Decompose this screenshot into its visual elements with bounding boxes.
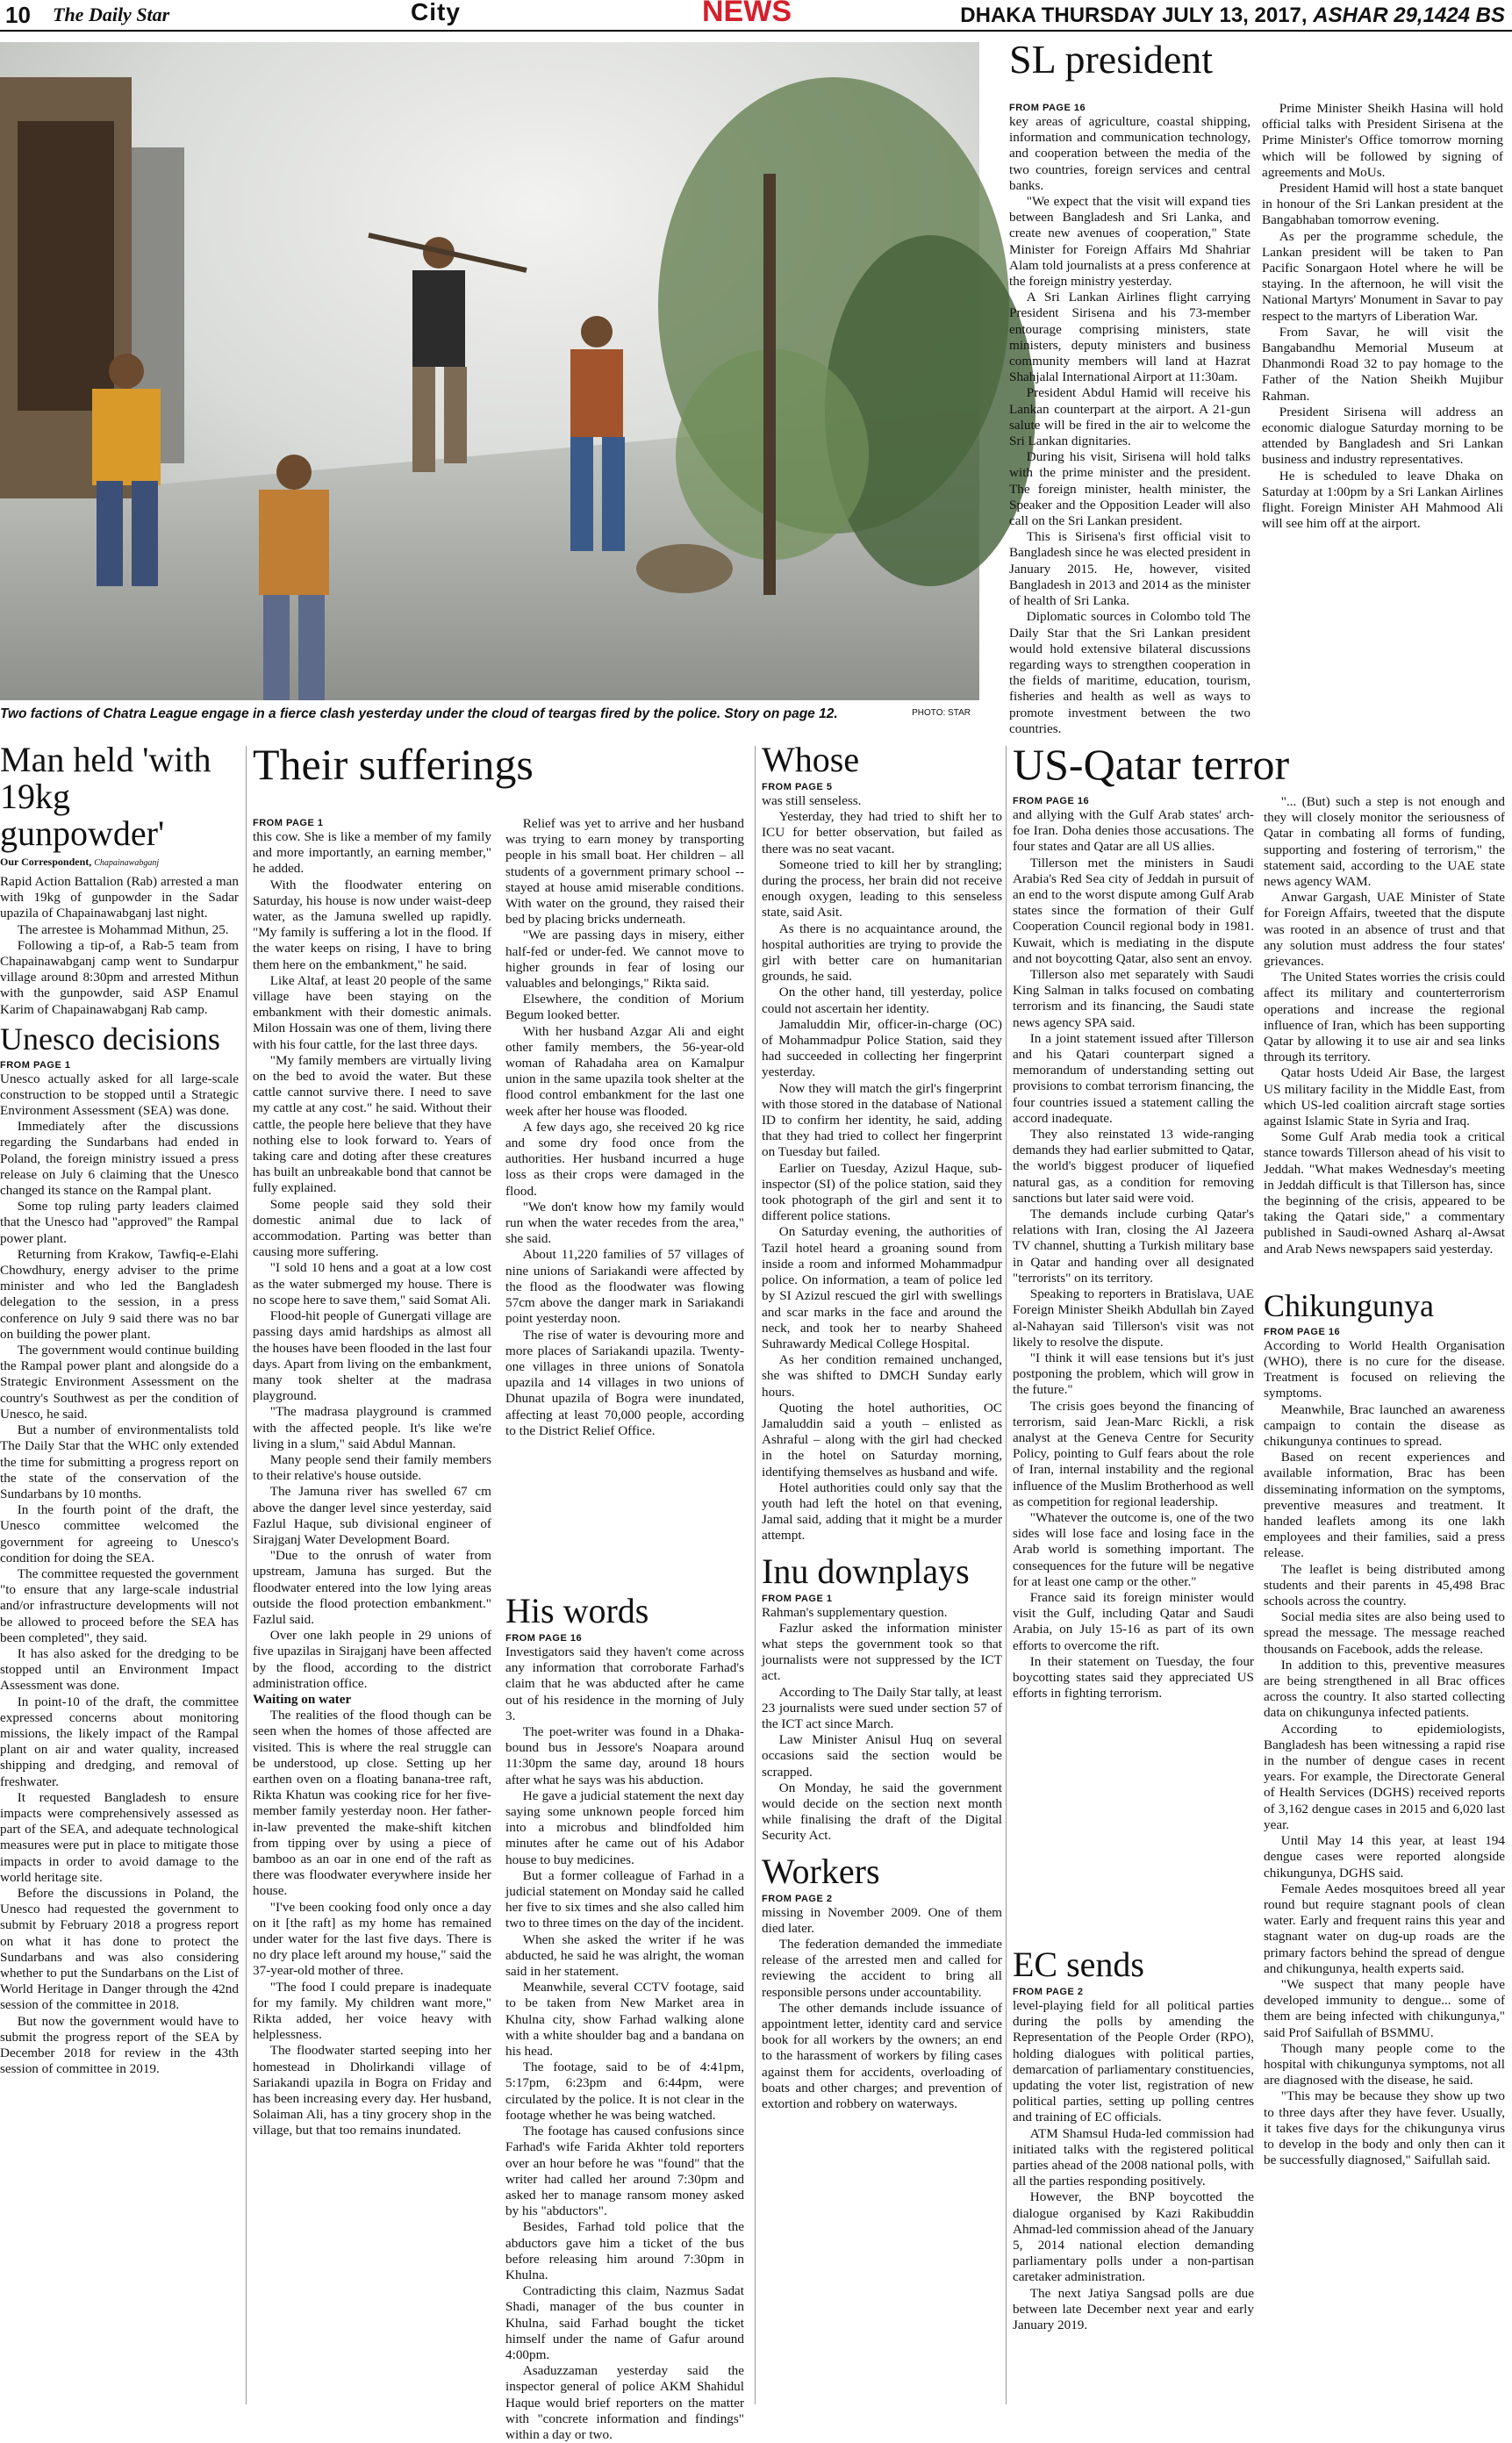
- paragraph: The demands include curbing Qatar's relations with Iran, closing the Al Jazeera TV channel, shutting a Turkish military base in Qatar and handing over all designated "terrorists" on its territory.: [1013, 1207, 1254, 1286]
- paragraph: Returning from Krakow, Tawfiq-e-Elahi Chowdhury, energy adviser to the prime minister and who led the Bangladesh delegation to the session, in a press conference on July 9 said there was no bar on building the power plant.: [0, 1246, 239, 1342]
- paragraph: During his visit, Sirisena will hold talks with the prime minister and the president. The foreign minister, health minister, the Speaker and the Opposition Leader will also call on the Sri Lankan president.: [1009, 449, 1250, 529]
- paragraph: "We are passing days in misery, either half-fed or under-fed. We cannot move to higher grounds in fear of losing our valuables and belongings," Rikta said.: [505, 928, 744, 992]
- article-chikungunya: [1264, 1290, 1505, 2409]
- paragraph: Some people said they sold their domestic animal due to lack of accommodation. Parting was better than causing more suffering.: [253, 1196, 491, 1260]
- paragraph: ATM Shamsul Huda-led commission had initiated talks with the registered political parties ahead of the 2008 national polls, with all the parties responding positively.: [1013, 2125, 1254, 2189]
- paragraph: Yesterday, they had tried to shift her to ICU for better observation, but failed as there was no seat vacant.: [762, 809, 1002, 856]
- paragraph: Flood-hit people of Gunergati village are passing days amid hardships as almost all the houses have been flooded in the last four days. Apart from living on the embankment, many took shelter at the madrasa playground.: [253, 1308, 491, 1404]
- section-name: City: [411, 0, 461, 25]
- paragraph: Relief was yet to arrive and her husband was trying to earn money by transporting people in his small boat. Her children – all students of a government primary school -- stayed at house amid miserable conditions. With water on the ground, they raised their bed by placing bricks underneath.: [505, 816, 744, 928]
- paragraph: From Savar, he will visit the Bangabandhu Memorial Museum at Dhanmondi Road 32 to pay homage to the Father of the Nation Sheikh Mujibur Rahman.: [1262, 324, 1503, 404]
- category-label: NEWS: [702, 0, 792, 28]
- paragraph: Someone tried to kill her by strangling; during the process, her brain did not receive enough oxygen, leading to this senseless state, said Asit.: [762, 856, 1002, 921]
- paragraph: But now the government would have to submit the progress report of the SEA by December 2018 for review in the 43th session of committee in 2019.: [0, 2013, 239, 2077]
- paragraph: Fazlur asked the information minister what steps the government took so that journalists were not suppressed by the ICT act.: [762, 1620, 1002, 1684]
- jump-label: FROM PAGE 1: [253, 818, 324, 828]
- paragraph: missing in November 2009. One of them died later.: [762, 1904, 1002, 1936]
- paragraph: Elsewhere, the condition of Morium Begum looked better.: [505, 992, 744, 1023]
- paragraph: Based on recent experiences and available information, Brac has been disseminating information on the symptoms, preventive measures and treatment. It handed leaflets among its one lakh employees and their families, said a press release.: [1264, 1450, 1505, 1561]
- article-us-qatar-col1: [1013, 794, 1254, 1944]
- article-whose: [762, 741, 1002, 2409]
- jump-label: FROM PAGE 16: [505, 1633, 583, 1644]
- column-divider: [1006, 746, 1007, 2404]
- article-sufferings-col2: [505, 816, 744, 1588]
- jump-label: FROM PAGE 1: [0, 1059, 71, 1071]
- page-number: 10: [5, 2, 31, 28]
- article-sufferings-col1: [253, 816, 491, 2409]
- paragraph: Contradicting this claim, Nazmus Sadat Shadi, manager of the bus counter in Khulna, said Farhad bought the ticket himself under the name of Gafur around 4:00pm.: [505, 2283, 744, 2362]
- photo-caption: Two factions of Chatra League engage in a fierce clash yesterday under the cloud of teargas fired by the police. Story on page 12. PHOTO: STAR: [0, 706, 971, 721]
- paragraph: Following a tip-of, a Rab-5 team from Chapainawabganj camp went to Sundarpur village around 8:30pm and arrested Mithun with the gunpowder, said ASP Enamul Karim of Chapainawabganj Rab camp.: [0, 937, 239, 1017]
- paragraph: In the fourth point of the draft, the Unesco committee welcomed the government for agreeing to Unesco's condition for doing the SEA.: [0, 1502, 239, 1565]
- paragraph: Immediately after the discussions regarding the Sundarbans had ended in Poland, the foreign ministry issued a press release on July 6 claiming that the Unesco changed its stance on the Rampal plant.: [0, 1119, 239, 1199]
- paragraph: It requested Bangladesh to ensure impacts were comprehensively assessed as part of the SEA, and adequate technological measures were put in place to mitigate those impacts in order to avoid damage to the world heritage site.: [0, 1789, 239, 1885]
- paragraph: Over one lakh people in 29 unions of five upazilas in Sirajganj have been affected by the flood, according to the district administration office.: [253, 1628, 491, 1691]
- paragraph: President Hamid will host a state banquet in honour of the Sri Lankan president at the Bangabhaban tomorrow evening.: [1262, 181, 1503, 228]
- news-photo: [0, 42, 979, 700]
- paragraph: Jamaluddin Mir, officer-in-charge (OC) of Mohammadpur Police Station, said they had succeeded in collecting her fingerprint yesterday.: [762, 1016, 1002, 1080]
- paragraph: But a former colleague of Farhad in a judicial statement on Monday said he called her five to six times and she also called him two to three times on the day of the incident.: [505, 1867, 744, 1931]
- byline: Our Correspondent, Chapainawabganj: [0, 856, 160, 868]
- paragraph: Quoting the hotel authorities, OC Jamaluddin said a youth – enlisted as Ashraful – along with the girl had checked in the hotel on Saturday morning, identifying themselves as husband and wife.: [762, 1400, 1002, 1479]
- paragraph: As per the programme schedule, the Lankan president will be taken to Pan Pacific Sonargaon Hotel where he will be staying. In the afternoon, he will visit the National Martyrs' Monument in Savar to pay respect to the martyrs of Liberation War.: [1262, 228, 1503, 324]
- paragraph: Meanwhile, several CCTV footage, said to be taken from New Market area in Khulna city, show Farhad walking alone with a white shoulder bag and a bandana on his head.: [505, 1980, 744, 2060]
- column-divider: [755, 746, 756, 2404]
- headline-his-words: His words: [505, 1591, 649, 1630]
- paragraph: Rahman's supplementary question.: [762, 1604, 948, 1620]
- jump-label: FROM PAGE 2: [1013, 1987, 1084, 1997]
- paragraph: "Due to the onrush of water from upstream, Jamuna has surged. But the floodwater entered into the low lying areas outside the flood protection embankment." Fazlul said.: [253, 1548, 491, 1627]
- paragraph: Social media sites are also being used to spread the message. The message reached thousands on Facebook, adds the release.: [1264, 1609, 1505, 1657]
- paragraph: "My family members are virtually living on the bed to avoid the water. But these cattle cannot survive there. I need to save my cattle at any cost." he said. Without their cattle, the people here believe that they have nothing else to look forward to. Years of taking care and doting after these creatures has built an unbreakable bond that cannot be fully explained.: [253, 1052, 491, 1196]
- paragraph: The arrestee is Mohammad Mithun, 25.: [17, 921, 229, 937]
- photo-credit: PHOTO: STAR: [912, 708, 971, 718]
- headline-unesco: Unesco decisions: [0, 1021, 220, 1057]
- paragraph: The floodwater started seeping into her homestead in Dholirkandi village of Sariakandi upazila in Bogra on Friday and has been increasing every day. Her husband, Solaiman Ali, has a tiny grocery shop in the village, but that too remains inundated.: [253, 2043, 491, 2139]
- article-man-held: [0, 741, 239, 2409]
- paragraph: "The madrasa playground is crammed with the affected people. It's like we're living in a slum," said Abdul Mannan.: [253, 1404, 491, 1451]
- paragraph: According to epidemiologists, Bangladesh has been witnessing a rapid rise in the number of dengue cases in recent years. For example, the Directorate General of Health Services (DGHS) received reports of 3,162 dengue cases in 2015 and 6,020 last year.: [1264, 1721, 1505, 1832]
- paragraph: With the floodwater entering on Saturday, his house is now under waist-deep water, as the Jamuna swelled up rapidly. "My family is suffering a lot in the flood. If the water keeps on rising, I have to bring them here on the embankment," he said.: [253, 877, 491, 972]
- paragraph: As there is no acquaintance around, the hospital authorities are trying to provide the girl with better care on humanitarian grounds, he said.: [762, 921, 1002, 985]
- headline-us-qatar: US-Qatar terror: [1013, 740, 1290, 789]
- paragraph: key areas of agriculture, coastal shipping, information and communication technology, and cooperation between the media of the two countries, foreign services and central banks.: [1009, 114, 1250, 193]
- paragraph: Investigators said they haven't come across any information that corroborate Farhad's claim that he was abducted after he came out of his residence in the morning of July 3.: [505, 1644, 744, 1723]
- paragraph: A few days ago, she received 20 kg rice and some dry food once from the authorities. Her husband incurred a huge loss as their crops were damaged in the flood.: [505, 1119, 744, 1199]
- paragraph: Tillerson also met separately with Saudi King Salman in talks focused on combating terrorism and its financing, the Saudi state news agency SPA said.: [1013, 967, 1254, 1030]
- subheading: Waiting on water: [253, 1691, 352, 1707]
- paragraph: Asaduzzaman yesterday said the inspector general of police AKM Shahidul Haque would brief reporters on the matter with "concrete information and findings" within a day or two.: [505, 2363, 744, 2442]
- jump-label: FROM PAGE 16: [1013, 796, 1090, 806]
- headline-sufferings-wrap: [253, 741, 744, 792]
- paragraph: Until May 14 this year, at least 194 dengue cases were reported alongside chikungunya, DGHS said.: [1264, 1833, 1505, 1881]
- paragraph: As her condition remained unchanged, she was shifted to DMCH Sunday early hours.: [762, 1352, 1002, 1400]
- column-divider: [246, 746, 247, 2404]
- paragraph: Some top ruling party leaders claimed that the Unesco had "approved" the Rampal power plant.: [0, 1199, 239, 1246]
- paragraph: Tillerson met the ministers in Saudi Arabia's Red Sea city of Jeddah in pursuit of an end to the worst dispute among Gulf Arab states since the formation of their Gulf Cooperation Council regional body in 1981. Kuwait, which is mediating in the dispute and not boycotting Qatar, also sent an envoy.: [1013, 855, 1254, 966]
- paragraph: In point-10 of the draft, the committee expressed concerns about monitoring missions, the likely impact of the Rampal plant on air and water quality, increased shipping and dredging, and removal of freshwater.: [0, 1694, 239, 1789]
- paragraph: The government would continue building the Rampal power plant and alongside do a Strategic Environment Assessment on the country's Southwest as per the condition of Unesco, he said.: [0, 1343, 239, 1422]
- paragraph: About 11,220 families of 57 villages of nine unions of Sariakandi were affected by the flood as the floodwater was flowing 57cm above the danger mark in Sariakandi point yesterday noon.: [505, 1247, 744, 1327]
- paragraph: "The food I could prepare is inadequate for my family. My children want more," Rikta added, her voice heavy with helplessness.: [253, 1979, 491, 2043]
- paragraph: In their statement on Tuesday, the four boycotting states said they appreciated US efforts in fighting terrorism.: [1013, 1653, 1254, 1702]
- jump-label: FROM PAGE 16: [1264, 1326, 1341, 1337]
- headline-sl-president-wrap: [1009, 39, 1503, 84]
- paragraph: Unesco actually asked for all large-scale construction to be stopped until a Strategic Environment Assessment (SEA) was done.: [0, 1071, 239, 1119]
- paragraph: President Abdul Hamid will receive his Lankan counterpart at the airport. A 21-gun salute will be fired in the air to welcome the Sri Lankan dignitaries.: [1009, 385, 1250, 449]
- paragraph: Hotel authorities could only say that the youth had left the hotel on that evening, Jamal said, adding that it might be a murder attempt.: [762, 1479, 1002, 1544]
- paragraph: Like Altaf, at least 20 people of the same village have been staying on the embankment with their domestic animals. Milon Hossain was one of them, living there with his four cattle, for the last three days.: [253, 972, 491, 1052]
- headline-whose: Whose: [762, 740, 860, 779]
- paragraph: "We expect that the visit will expand ties between Bangladesh and Sri Lanka, and create new avenues of cooperation," State Minister for Foreign Affairs Md Shahriar Alam told journalists at a press conference at the foreign ministry yesterday.: [1009, 194, 1250, 290]
- paragraph: In a joint statement issued after Tillerson and his Qatari counterpart signed a memorandum of understanding setting out provisions to combat terrorism financing, the four countries issued a statement calling the accord inadequate.: [1013, 1030, 1254, 1126]
- paragraph: "I've been cooking food only once a day on it [the raft] as my home has remained under water for the last five days. There is no dry place left around my house," said the 37-year-old mother of three.: [253, 1899, 491, 1979]
- paragraph: Before the discussions in Poland, the Unesco had requested the government to submit by February 2018 a progress report on what it has done to protect the Sundarbans and was also considering whether to put the Sundarbans on the List of World Heritage in Danger through the 42nd session of the committee in 2018.: [0, 1885, 239, 2013]
- paragraph: The leaflet is being distributed among students and their parents in 45,498 Brac schools across the country.: [1264, 1561, 1505, 1609]
- paragraph: France said its foreign minister would visit the Gulf, including Qatar and Saudi Arabia, on July 15-16 as part of its own efforts to overcome the rift.: [1013, 1589, 1254, 1653]
- paragraph: this cow. She is like a member of my family and more importantly, an earning member," he added.: [253, 829, 491, 877]
- paragraph: In addition to this, preventive measures are being strengthened in all Brac offices across the country. It also started collecting data on chikungunya infected patients.: [1264, 1657, 1505, 1721]
- paragraph: With her husband Azgar Ali and eight other family members, the 56-year-old woman of Rahadaha area on Kamalpur union in the same upazila took shelter at the flood control embankment for the last one week after her house was flooded.: [505, 1023, 744, 1119]
- jump-label: FROM PAGE 2: [762, 1893, 833, 1904]
- paragraph: The federation demanded the immediate release of the arrested men and called for reviewing the accident to bring all responsible persons under accountability.: [762, 1937, 1002, 2000]
- paragraph: On Monday, he said the government would decide on the section next month while finalising the draft of the Digital Security Act.: [762, 1780, 1002, 1844]
- paragraph: and allying with the Gulf Arab states' arch-foe Iran. Doha denies those accusations. The four states and Qatar are all US allies.: [1013, 807, 1254, 855]
- paragraph: Law Minister Anisul Huq on several occasions said the section would be scrapped.: [762, 1732, 1002, 1780]
- paragraph: Qatar hosts Udeid Air Base, the largest US military facility in the Middle East, from which US-led coalition aircraft stage sorties against Islamic State in Syria and Iraq.: [1264, 1065, 1505, 1129]
- paragraph: The realities of the flood though can be seen when the homes of those affected are visited. This is where the real struggle can be understood, up close. Setting up her earthen oven on a floating banana-tree raft, Rikta Khatun was cooking rice for her five-member family yesterday noon. Her father-in-law prevented the make-shift kitchen from tipping over by using a piece of bamboo as an oar in one end of the raft as there was floodwater everywhere inside her house.: [253, 1708, 491, 1899]
- paragraph: According to World Health Organisation (WHO), there is no cure for the disease. Treatment is focused on relieving the symptoms.: [1264, 1337, 1505, 1401]
- paragraph: However, the BNP boycotted the dialogue organised by Kazi Rakibuddin Ahmad-led commission ahead of the January 5, 2014 national election demanding parliamentary polls under a non-partisan caretaker administration.: [1013, 2189, 1254, 2285]
- headline-sufferings: Their sufferings: [253, 740, 534, 789]
- paragraph: Rapid Action Battalion (Rab) arrested a man with 19kg of gunpowder in the Sadar upazila of Chapainawabganj last night.: [0, 874, 239, 921]
- jump-label: FROM PAGE 16: [1009, 103, 1086, 113]
- paragraph: On the other hand, till yesterday, police could not ascertain her identity.: [762, 985, 1002, 1016]
- paragraph: Anwar Gargash, UAE Minister of State for Foreign Affairs, tweeted that the dispute was rooted in an absence of trust and that any solution must address the four states' grievances.: [1264, 890, 1505, 970]
- article-his-words: [505, 1591, 744, 2442]
- paragraph: The Jamuna river has swelled 67 cm above the danger level since yesterday, said Fazlul Haque, sub divisional engineer of Sirajganj Water Development Board.: [253, 1484, 491, 1547]
- paragraph: The committee requested the government "to ensure that any large-scale industrial and/or infrastructure developments will not be allowed to proceed before the SEA has been completed", they said.: [0, 1565, 239, 1645]
- paragraph: "We suspect that many people have developed immunity to dengue... some of them are being infected with chikungunya," said Prof Saifullah of BSMMU.: [1264, 1976, 1505, 2040]
- paragraph: The footage has caused confusions since Farhad's wife Farida Akhter told reporters over an hour before he was "found" that the writer had called her around 7:30pm and asked her to manage ransom money asked by his "abductors".: [505, 2124, 744, 2219]
- paragraph: They also reinstated 13 wide-ranging demands they had earlier submitted to Qatar, the world's biggest producer of liquefied natural gas, as a condition for removing sanctions but later said were void.: [1013, 1127, 1254, 1206]
- paragraph: "We don't know how my family would run when the water recedes from the area," she said.: [505, 1199, 744, 1247]
- paragraph: The poet-writer was found in a Dhaka-bound bus in Jessore's Noapara around 11:30pm the same day, around 18 hours after what he says was his abduction.: [505, 1724, 744, 1787]
- paragraph: This is Sirisena's first official visit to Bangladesh since he was elected president in January 2015. He, however, visited Bangladesh in 2013 and 2014 as the minister of health of Sri Lanka.: [1009, 529, 1250, 609]
- paragraph: He is scheduled to leave Dhaka on Saturday at 1:00pm by a Sri Lankan Airlines flight. Foreign Minister AH Mahmood Ali will see him off at the airport.: [1262, 468, 1503, 532]
- paragraph: A Sri Lankan Airlines flight carrying President Sirisena and his 73-member entourage comprising ministers, state ministers, deputy ministers and business community members will land at Hazrat Shahjalal International Airport at 11:30am.: [1009, 290, 1250, 385]
- paragraph: But a number of environmentalists told The Daily Star that the WHC only extended the time for submitting a progress report on the state of the conservation of the Sundarbans by 10 months.: [0, 1422, 239, 1501]
- paragraph: Diplomatic sources in Colombo told The Daily Star that the Sri Lankan president would hold extensive bilateral discussions regarding ways to strengthen cooperation in the fields of maritime, education, tourism, fisheries and health as well as ways to promote investment between the two countries.: [1009, 609, 1250, 736]
- page-header: [0, 0, 1512, 32]
- paragraph: Some Gulf Arab media took a critical stance towards Tillerson ahead of his visit to Jeddah. "What makes Wednesday's meeting in Jeddah difficult is that Tillerson has, since the beginning of the crisis, appeared to be taking the Qatari side," a commentary published in Saudi-owned Asharq al-Awsat and Arab News newspapers said yesterday.: [1264, 1129, 1505, 1257]
- paragraph: It has also asked for the dredging to be stopped until an Environment Impact Assessment was done.: [0, 1645, 239, 1694]
- paragraph: Now they will match the girl's fingerprint with those stored in the database of National ID to confirm her identity, he said, adding that they had tried to collect her fingerprint on Tuesday but failed.: [762, 1080, 1002, 1160]
- headline-workers: Workers: [762, 1851, 880, 1891]
- paragraph: "Whatever the outcome is, one of the two sides will lose face and losing face in the Arab world is something important. The consequences for the future will be negative for at least one camp or the other.": [1013, 1509, 1254, 1589]
- headline-chikungunya: Chikungunya: [1264, 1288, 1434, 1323]
- headline-ec-sends: EC sends: [1013, 1945, 1144, 1984]
- headline-sl-president: SL president: [1009, 37, 1214, 82]
- paragraph: The United States worries the crisis could affect its military and counterterrorism operations and increase the regional influence of Iran, which has been supporting Qatar by allowing it to use air and sea links through its territory.: [1264, 970, 1505, 1065]
- headline-us-qatar-wrap: [1013, 741, 1504, 792]
- paragraph: Earlier on Tuesday, Azizul Haque, sub-inspector (SI) of the police station, said they took photograph of the girl and sent it to different police stations.: [762, 1160, 1002, 1224]
- paragraph: The footage, said to be of 4:41pm, 5:17pm, 6:23pm and 6:44pm, were circulated by the police. It is not clear in the footage whether he was being watched.: [505, 2060, 744, 2123]
- paragraph: On Saturday evening, the authorities of Tazil hotel heard a groaning sound from inside a room and informed Mohammadpur police. On information, a team of police led by SI Azizul rescued the girl with swellings and scar marks in the face and around the neck, and took her to nearby Shaheed Suhrawardy Medical College Hospital.: [762, 1224, 1002, 1351]
- paragraph: The other demands include issuance of appointment letter, identity card and service book for all workers by the owners; an end to the harassment of workers by filing cases against them for accidents, overloading of boats and other charges; and prevention of extortion and robbery on waterways.: [762, 2000, 1002, 2112]
- paragraph: According to The Daily Star tally, at least 23 journalists were sued under section 57 of the ICT act since March.: [762, 1684, 1002, 1731]
- paragraph: The next Jatiya Sangsad polls are due between late December next year and early January 2019.: [1013, 2285, 1254, 2333]
- paragraph: President Sirisena will address an economic dialogue Saturday morning to be attended by Bangladesh and Sri Lankan business and industry representatives.: [1262, 404, 1503, 468]
- paragraph: "... (But) such a step is not enough and they will closely monitor the seriousness of Qatar in combating all forms of funding, supporting and fostering of terrorism," the statement said, according to the UAE state news agency WAM.: [1264, 794, 1505, 890]
- paragraph: level-playing field for all political parties during the polls by amending the Representation of the People Order (RPO), holding dialogues with political parties, demarcation of parliamentary constituencies, updating the voter list, registration of new political parties, setting up polling centres and training of EC officials.: [1013, 1998, 1254, 2125]
- jump-label: FROM PAGE 1: [762, 1593, 833, 1604]
- article-sl-president-col1: [1009, 101, 1250, 736]
- masthead-logo: The Daily Star: [53, 4, 170, 25]
- paragraph: "I sold 10 hens and a goat at a low cost as the water submerged my house. There is no scope here to save them," said Somat Ali.: [253, 1260, 491, 1307]
- jump-label: FROM PAGE 5: [762, 782, 833, 792]
- paragraph: Besides, Farhad told police that the abductors gave him a ticket of the bus before releasing him around 7:30pm in Khulna.: [505, 2219, 744, 2282]
- paragraph: Speaking to reporters in Bratislava, UAE Foreign Minister Sheikh Abdullah bin Zayed al-Nahayan said Tillerson's visit was not likely to resolve the dispute.: [1013, 1286, 1254, 1350]
- paragraph: "This may be because they show up two to three days after they have fever. Usually, it takes five days for the chikungunya virus to develop in the body and only then can it be successfully diagnosed," Saifullah said.: [1264, 2088, 1505, 2168]
- article-us-qatar-col2: [1264, 794, 1505, 1286]
- paragraph: Meanwhile, Brac launched an awareness campaign to contain the disease as chikungunya continues to spread.: [1264, 1401, 1505, 1450]
- paragraph: was still senseless.: [762, 793, 862, 808]
- paragraph: Many people send their family members to their relative's house outside.: [253, 1451, 491, 1484]
- paragraph: The rise of water is devouring more and more places of Sariakandi upazila. Twenty-one villages in three unions of Sonatola upazila and 14 villages in two unions of Dhunat upazila of Bogra were inundated, affecting at least 70,000 people, according to the District Relief Office.: [505, 1327, 744, 1438]
- paragraph: The crisis goes beyond the financing of terrorism, said Jean-Marc Rickli, a risk analyst at the Geneva Centre for Security Policy, pointing to Gulf fears about the role of Iran, internal instability and the regional influence of the Muslim Brotherhood as well as competition for regional leadership.: [1013, 1398, 1254, 1509]
- article-sl-president-col2: [1262, 101, 1503, 706]
- article-ec-sends: [1013, 1946, 1254, 2409]
- paragraph: Prime Minister Sheikh Hasina will hold official talks with President Sirisena at the Prime Minister's Office tomorrow morning which will be followed by signing of agreements and MoUs.: [1262, 101, 1503, 180]
- paragraph: When she asked the writer if he was abducted, he said he was alright, the woman said in her statement.: [505, 1931, 744, 1980]
- headline-man-held: Man held 'with 19kg gunpowder': [0, 740, 211, 853]
- clash-photo-illustration: [0, 42, 979, 700]
- headline-inu-downplays: Inu downplays: [762, 1551, 970, 1591]
- dateline: DHAKA THURSDAY JULY 13, 2017, ASHAR 29,1424 BS: [960, 4, 1505, 27]
- paragraph: He gave a judicial statement the next day saying some unknown people forced him into a microbus and blindfolded him minutes after he came out of his Adabor house to buy medicines.: [505, 1787, 744, 1867]
- paragraph: "I think it will ease tensions but it's just postponing the problem, which will grow in the future.": [1013, 1350, 1254, 1398]
- paragraph: Female Aedes mosquitoes breed all year round but require stagnant pools of clean water. Early and frequent rains this year and stagnant water on dug-up roads are the primary factors behind the spread of dengue and chikungunya, health experts said.: [1264, 1881, 1505, 1976]
- paragraph: Though many people come to the hospital with chikungunya symptoms, not all are diagnosed with the disease, he said.: [1264, 2040, 1505, 2088]
